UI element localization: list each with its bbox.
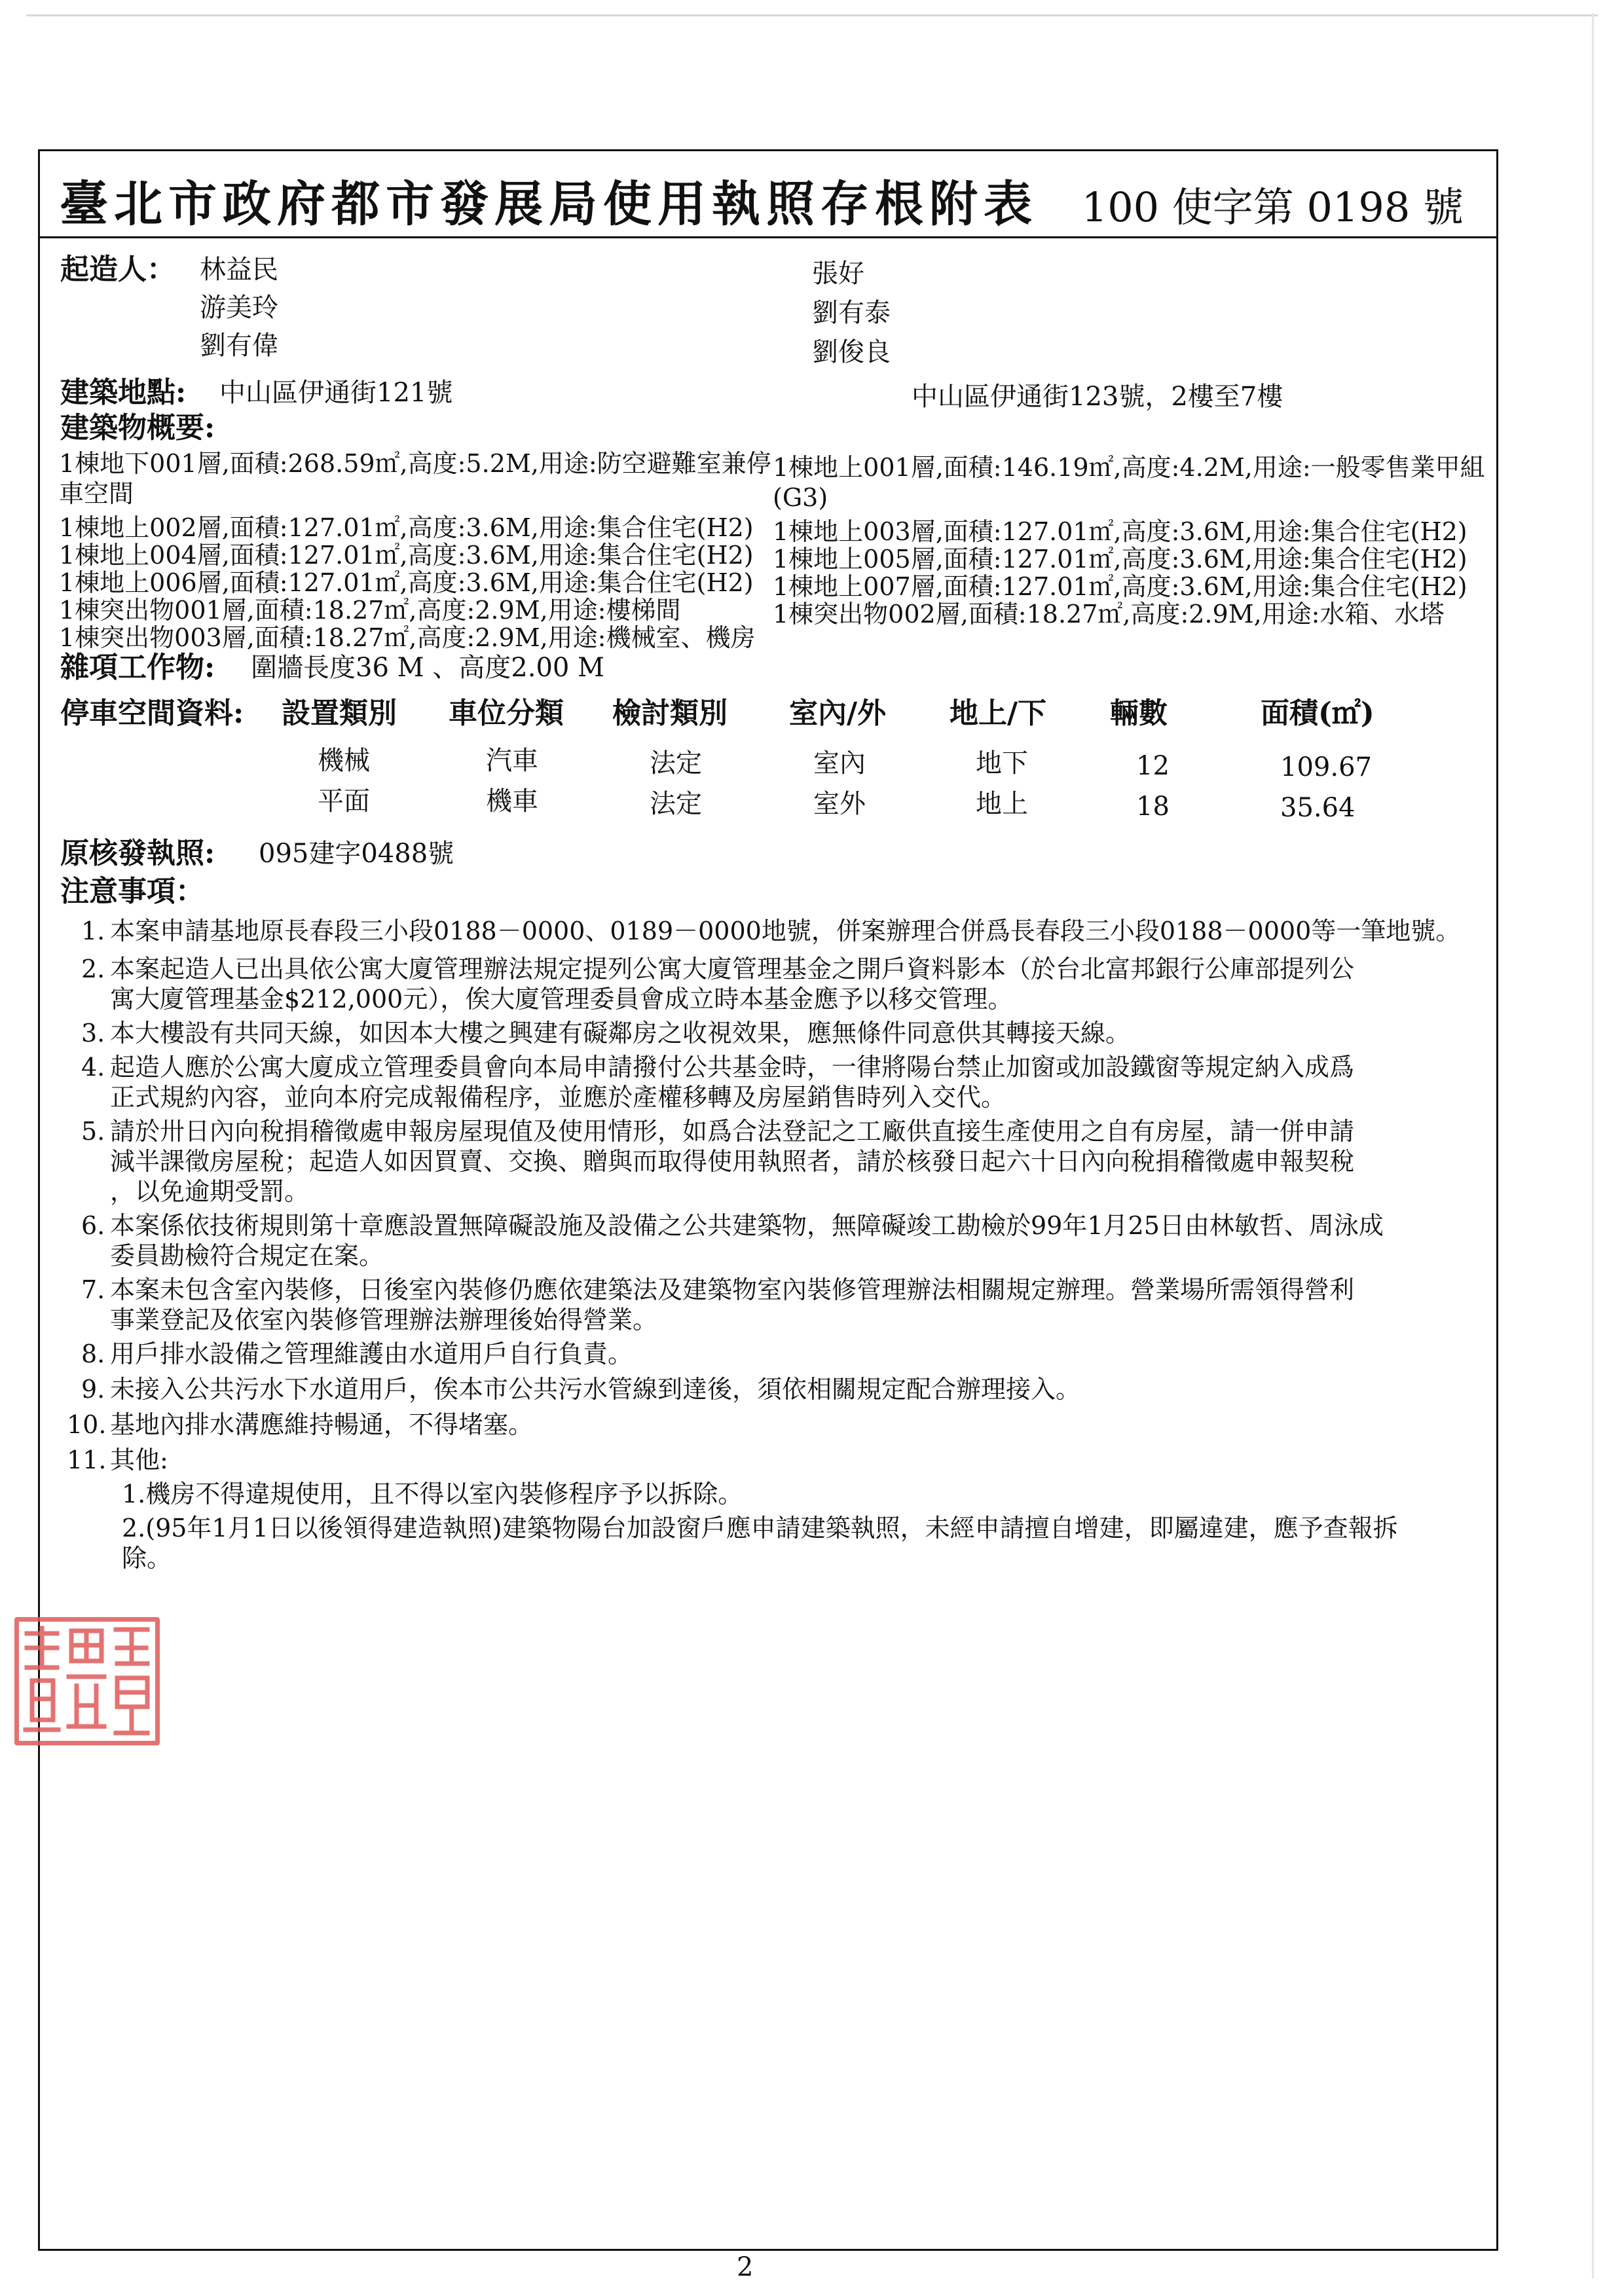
- parking-cell: 地上: [976, 789, 1028, 819]
- misc-works-value: 圍牆長度36 M 、高度2.00 M: [251, 653, 605, 683]
- parking-cell: 109.67: [1280, 752, 1372, 782]
- parking-header: 室內/外: [789, 697, 887, 730]
- site-address: 中山區伊通街123號，2樓至7樓: [912, 382, 1283, 412]
- overview-row: 1棟地上005層,面積:127.01㎡,高度:3.6M,用途:集合住宅(H2): [773, 545, 1467, 574]
- overview-row: 1棟地下001層,面積:268.59㎡,高度:5.2M,用途:防空避難室兼停: [59, 449, 771, 478]
- seal-glyphs: [19, 1622, 155, 1741]
- note-text: 正式規約內容，並向本府完成報備程序，並應於產權移轉及房屋銷售時列入交代。: [110, 1083, 1006, 1112]
- note-text: 本案申請基地原長春段三小段0188－0000、0189－0000地號，併案辦理合併爲長春段三小段0188－0000等一筆地號。: [110, 917, 1461, 945]
- permit-number: 100 使字第 0198 號: [1081, 183, 1464, 231]
- parking-header: 設置類別: [282, 697, 397, 730]
- applicant-name: 劉俊良: [812, 337, 891, 367]
- overview-row: 1棟地上002層,面積:127.01㎡,高度:3.6M,用途:集合住宅(H2): [59, 513, 754, 542]
- title-row: [40, 151, 1496, 238]
- parking-cell: 室內: [813, 748, 866, 778]
- note-number: 1.: [81, 917, 105, 945]
- note-number: 5.: [81, 1117, 105, 1146]
- parking-cell: 室外: [813, 789, 866, 819]
- parking-cell: 地下: [976, 748, 1028, 778]
- note-text: 本大樓設有共同天線，如因本大樓之興建有礙鄰房之收視效果，應無條件同意供其轉接天線。: [110, 1019, 1131, 1048]
- note-number: 8.: [81, 1339, 105, 1368]
- note-text: 其他:: [110, 1446, 168, 1474]
- overview-row: 1棟地上006層,面積:127.01㎡,高度:3.6M,用途:集合住宅(H2): [59, 568, 754, 597]
- note-number: 9.: [81, 1375, 105, 1404]
- parking-header: 輛數: [1110, 697, 1168, 730]
- note-text: 事業登記及依室內裝修管理辦法辦理後始得營業。: [110, 1305, 658, 1334]
- overview-row: 1棟地上007層,面積:127.01㎡,高度:3.6M,用途:集合住宅(H2): [773, 572, 1467, 601]
- parking-header: 面積(㎡): [1261, 697, 1375, 730]
- scan-right-edge: [1592, 13, 1594, 2278]
- site-address: 中山區伊通街121號: [219, 378, 453, 408]
- note-number: 6.: [81, 1211, 105, 1240]
- overview-label: 建築物概要:: [60, 411, 215, 445]
- parking-cell: 35.64: [1280, 793, 1356, 823]
- misc-works-label: 雜項工作物:: [60, 651, 215, 684]
- note-text: 2.(95年1月1日以後領得建造執照)建築物陽台加設窗戶應申請建築執照，未經申請擅自增建，即屬違建，應予查報拆: [122, 1514, 1398, 1542]
- parking-header: 地上/下: [950, 697, 1047, 730]
- parking-cell: 平面: [318, 786, 370, 816]
- note-number: 11.: [67, 1446, 107, 1474]
- note-text: 除。: [122, 1544, 172, 1573]
- parking-label: 停車空間資料:: [60, 697, 244, 730]
- note-text: 未接入公共污水下水道用戶，俟本市公共污水管線到達後，須依相關規定配合辦理接入。: [110, 1375, 1081, 1404]
- overview-row: (G3): [773, 483, 828, 512]
- notes-label: 注意事項：: [60, 875, 204, 908]
- note-text: 請於卅日內向稅捐稽徵處申報房屋現值及使用情形，如爲合法登記之工廠供直接生產使用之自有房屋，請一併申請: [110, 1117, 1355, 1146]
- parking-header: 檢討類別: [612, 697, 728, 730]
- note-text: 本案係依技術規則第十章應設置無障礙設施及設備之公共建築物，無障礙竣工勘檢於99年1月25日由林敏哲、周泳成: [110, 1211, 1384, 1240]
- note-number: 10.: [67, 1410, 107, 1439]
- overview-row: 1棟地上003層,面積:127.01㎡,高度:3.6M,用途:集合住宅(H2): [773, 517, 1467, 546]
- note-number: 7.: [81, 1275, 105, 1304]
- applicant-name: 劉有偉: [200, 331, 278, 361]
- parking-cell: 機械: [318, 746, 370, 776]
- parking-cell: 法定: [650, 748, 702, 778]
- note-text: 本案起造人已出具依公寓大廈管理辦法規定提列公寓大廈管理基金之開戶資料影本（於台北富邦銀行公庫部提列公: [110, 955, 1355, 983]
- official-seal: [14, 1617, 160, 1745]
- note-text: ，以免逾期受罰。: [110, 1177, 310, 1206]
- note-text: 1.機房不得違規使用，且不得以室內裝修程序予以拆除。: [122, 1480, 743, 1508]
- site-label: 建築地點:: [60, 376, 187, 409]
- overview-row: 1棟地上004層,面積:127.01㎡,高度:3.6M,用途:集合住宅(H2): [59, 541, 754, 570]
- note-number: 4.: [81, 1053, 105, 1082]
- overview-row: 1棟地上001層,面積:146.19㎡,高度:4.2M,用途:一般零售業甲組: [773, 453, 1485, 482]
- parking-cell: 12: [1136, 751, 1170, 781]
- note-text: 寓大廈管理基金$212,000元），俟大廈管理委員會成立時本基金應予以移交管理。: [110, 985, 1013, 1013]
- parking-cell: 機車: [486, 786, 538, 816]
- parking-cell: 18: [1136, 792, 1170, 822]
- overview-row: 1棟突出物002層,面積:18.27㎡,高度:2.9M,用途:水箱、水塔: [773, 600, 1445, 629]
- note-text: 減半課徵房屋稅；起造人如因買賣、交換、贈與而取得使用執照者，請於核發日起六十日內向稅捐稽徵處申報契稅: [110, 1147, 1355, 1176]
- overview-row: 車空間: [59, 479, 134, 508]
- applicant-name: 林益民: [200, 255, 278, 285]
- original-permit-value: 095建字0488號: [259, 839, 454, 869]
- overview-row: 1棟突出物003層,面積:18.27㎡,高度:2.9M,用途:機械室、機房: [59, 623, 756, 652]
- overview-row: 1棟突出物001層,面積:18.27㎡,高度:2.9M,用途:樓梯間: [59, 596, 681, 625]
- note-number: 2.: [81, 955, 105, 983]
- scan-top-edge: [26, 14, 1598, 16]
- note-number: 3.: [81, 1019, 105, 1048]
- applicant-name: 張好: [812, 259, 864, 289]
- note-text: 本案未包含室內裝修，日後室內裝修仍應依建築法及建築物室內裝修管理辦法相關規定辦理。營業場所需領得營利: [110, 1275, 1355, 1304]
- applicant-name: 劉有泰: [812, 298, 891, 328]
- parking-header: 車位分類: [449, 697, 564, 730]
- note-text: 起造人應於公寓大廈成立管理委員會向本局申請撥付公共基金時，一律將陽台禁止加窗或加設鐵窗等規定納入成爲: [110, 1053, 1355, 1082]
- page-title: 臺北市政府都市發展局使用執照存根附表: [60, 176, 1038, 232]
- applicant-label: 起造人：: [60, 253, 175, 286]
- note-text: 用戶排水設備之管理維護由水道用戶自行負責。: [110, 1339, 633, 1368]
- parking-cell: 法定: [650, 789, 702, 819]
- page-number: 2: [737, 2252, 754, 2282]
- parking-cell: 汽車: [486, 746, 538, 776]
- note-text: 委員勘檢符合規定在案。: [110, 1241, 384, 1270]
- applicant-name: 游美玲: [200, 293, 278, 323]
- note-text: 基地內排水溝應維持暢通，不得堵塞。: [110, 1410, 534, 1439]
- original-permit-label: 原核發執照:: [60, 837, 215, 870]
